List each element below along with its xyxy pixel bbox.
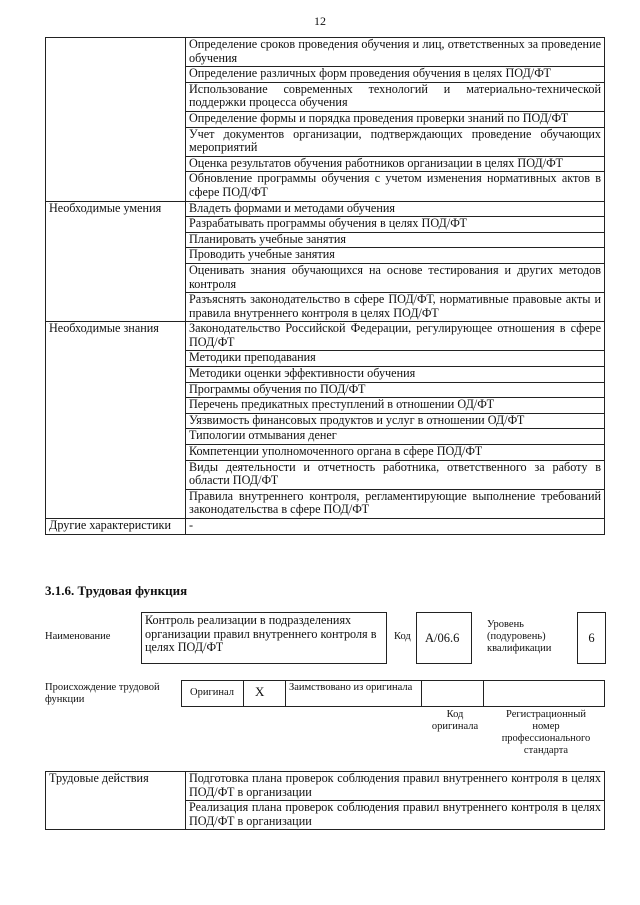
origin-divider <box>243 680 244 707</box>
original-label: Оригинал <box>190 687 234 698</box>
table-row: Учет документов организации, подтверждающих проведение обучающих мероприятий <box>186 127 605 156</box>
actions-label: Трудовые действия <box>46 772 186 830</box>
level-label: Уровень (подуровень) квалификации <box>487 619 552 654</box>
actions-table <box>45 771 605 830</box>
other-label: Другие характеристики <box>46 519 186 535</box>
table-row: Определение формы и порядка проведения проверки знаний по ПОД/ФТ <box>186 111 605 127</box>
table-row: Реализация плана проверок соблюдения правил внутреннего контроля в целях ПОД/ФТ в организации <box>186 801 605 830</box>
origin-divider <box>483 680 484 707</box>
page-number: 12 <box>314 14 326 28</box>
origin-label: Происхождение трудовой функции <box>45 682 160 705</box>
table-row: Методики преподавания <box>186 351 605 367</box>
origin-divider <box>285 680 286 707</box>
table-row: Планировать учебные занятия <box>186 232 605 248</box>
table-row: Перечень предикатных преступлений в отношении ОД/ФТ <box>186 398 605 414</box>
table-row: Определение различных форм проведения обучения в целях ПОД/ФТ <box>186 67 605 83</box>
origin-divider <box>421 680 422 707</box>
empty-label-cell <box>46 38 186 202</box>
table-row: Правила внутреннего контроля, регламентирующие выполнение требований законодательства в сфере ПОД/ФТ <box>186 489 605 518</box>
table-row: Обновление программы обучения с учетом изменения нормативных актов в сфере ПОД/ФТ <box>186 172 605 201</box>
reg-number-label: Регистрационный номер профессионального стандарта <box>501 709 591 756</box>
table-row: Уязвимость финансовых продуктов и услуг в отношении ОД/ФТ <box>186 413 605 429</box>
table-row: Разъяснять законодательство в сфере ПОД/ФТ, нормативные правовые акты и правила внутреннего контроля в целях ПОД/ФТ <box>186 293 605 322</box>
code-value: A/06.6 <box>416 612 472 664</box>
table-row: Типологии отмывания денег <box>186 429 605 445</box>
table-row: Компетенции уполномоченного органа в сфере ПОД/ФТ <box>186 445 605 461</box>
knowledge-label: Необходимые знания <box>46 322 186 519</box>
requirements-table <box>45 37 605 535</box>
other-value: - <box>186 519 605 535</box>
table-row: Законодательство Российской Федерации, регулирующее отношения в сфере ПОД/ФТ <box>186 322 605 351</box>
code-original-label: Код оригинала <box>431 709 479 732</box>
table-row: Подготовка плана проверок соблюдения правил внутреннего контроля в целях ПОД/ФТ в организации <box>186 772 605 801</box>
table-row: Разрабатывать программы обучения в целях ПОД/ФТ <box>186 217 605 233</box>
skills-label: Необходимые умения <box>46 201 186 322</box>
name-value: Контроль реализации в подразделениях организации правил внутреннего контроля в целях ПОД/ФТ <box>141 612 387 664</box>
code-label: Код <box>394 631 411 642</box>
original-mark: X <box>255 684 265 699</box>
table-row: Владеть формами и методами обучения <box>186 201 605 217</box>
level-value: 6 <box>577 612 606 664</box>
table-row: Проводить учебные занятия <box>186 248 605 264</box>
section-heading: 3.1.6. Трудовая функция <box>45 583 188 598</box>
table-row: Использование современных технологий и материально-технической поддержки процесса обучения <box>186 82 605 111</box>
table-row: Определение сроков проведения обучения и лиц, ответственных за проведение обучения <box>186 38 605 67</box>
table-row: Виды деятельности и отчетность работника, ответственного за работу в области ПОД/ФТ <box>186 460 605 489</box>
table-row: Методики оценки эффективности обучения <box>186 367 605 383</box>
borrowed-label: Заимствовано из оригинала <box>289 682 413 693</box>
table-row: Программы обучения по ПОД/ФТ <box>186 382 605 398</box>
table-row: Оценка результатов обучения работников организации в целях ПОД/ФТ <box>186 156 605 172</box>
table-row: Оценивать знания обучающихся на основе тестирования и других методов контроля <box>186 263 605 292</box>
name-label: Наименование <box>45 631 111 642</box>
